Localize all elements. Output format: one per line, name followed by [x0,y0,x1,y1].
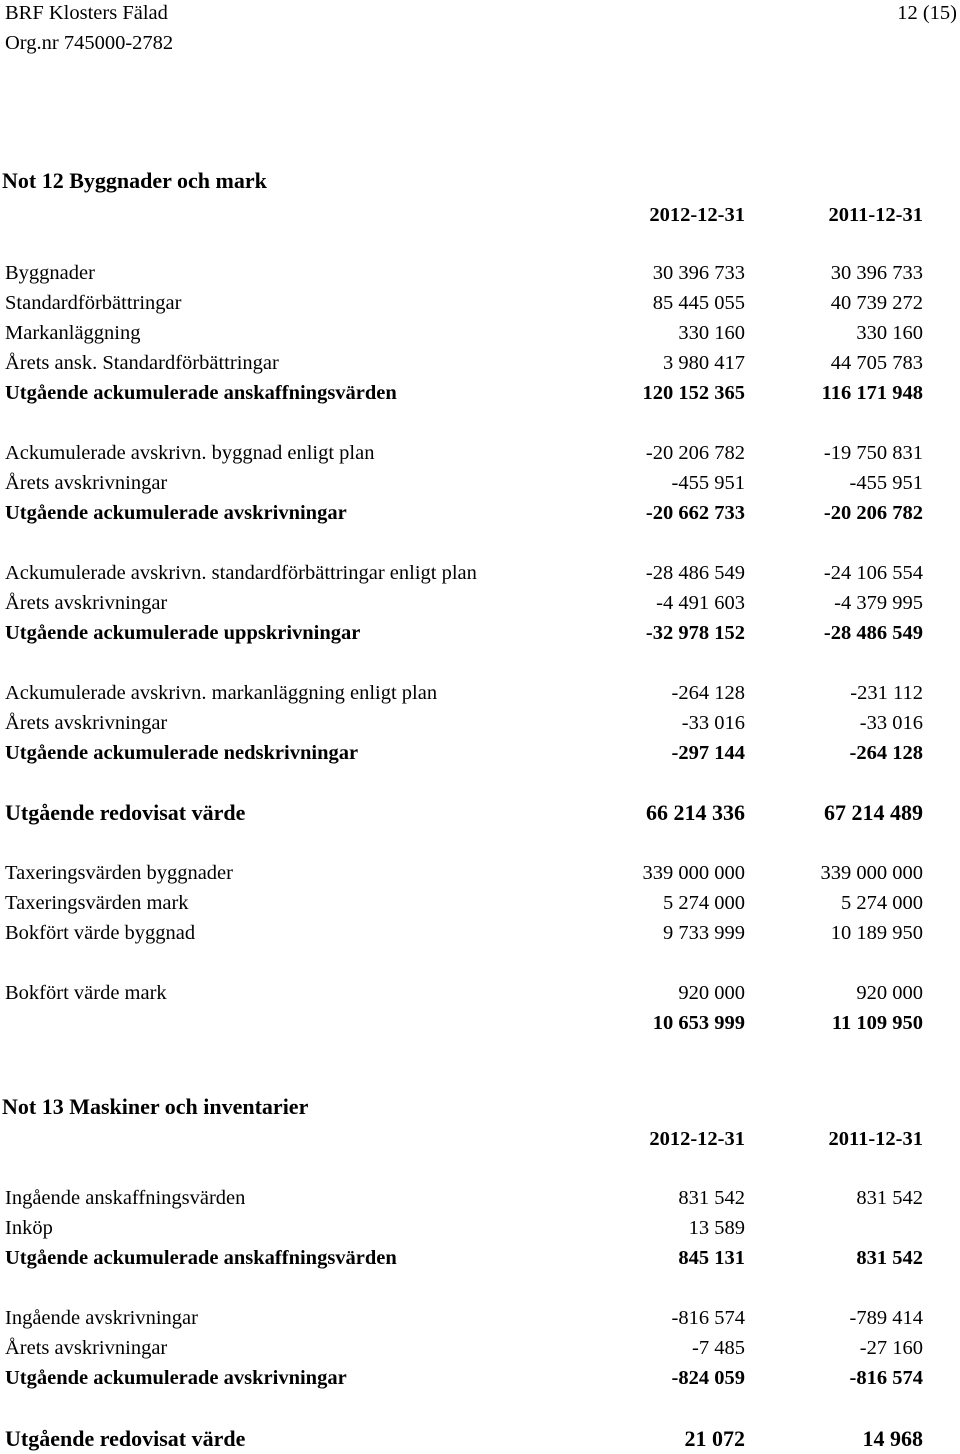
org-number: Org.nr 745000-2782 [5,32,174,54]
row-value-2012: 5 274 000 [663,892,745,914]
row-value-2011: -231 112 [850,682,923,704]
row-label: Bokfört värde mark [5,982,167,1004]
row-value-2011: 330 160 [856,322,923,344]
note12-row [5,288,923,318]
row-value-2011: 339 000 000 [820,862,923,884]
note13-col1-header: 2012-12-31 [649,1128,745,1150]
note13-row [5,1333,923,1363]
row-value-2011: -27 160 [859,1337,923,1359]
row-value-2011: 67 214 489 [824,800,923,825]
row-value-2012: 339 000 000 [642,862,745,884]
row-value-2011: -264 128 [849,742,923,764]
row-label: Markanläggning [5,322,141,344]
note13-title: Not 13 Maskiner och inventarier [2,1094,309,1119]
note12-row [5,468,923,498]
row-label: Ackumulerade avskrivn. markanläggning enligt plan [5,682,438,704]
row-label: Byggnader [5,262,95,284]
row-value-2011: -789 414 [849,1307,923,1329]
row-value-2011: -28 486 549 [823,622,923,644]
row-value-2012: -4 491 603 [656,592,745,614]
note12-subtotal-row [5,738,923,768]
row-value-2011: 44 705 783 [830,352,923,374]
row-value-2012: 10 653 999 [652,1012,745,1034]
row-value-2011: 831 542 [856,1187,923,1209]
row-label: Ingående avskrivningar [5,1307,198,1329]
org-name: BRF Klosters Fälad [5,2,168,24]
row-label: Taxeringsvärden byggnader [5,862,233,884]
note13-column-headers [5,1124,923,1154]
note12-row [5,678,923,708]
row-label: Utgående redovisat värde [5,1426,246,1451]
row-label: Utgående redovisat värde [5,800,246,825]
row-label: Standardförbättringar [5,292,182,314]
note13-col2-header: 2011-12-31 [828,1128,923,1150]
note12-title: Not 12 Byggnader och mark [2,168,267,193]
row-value-2011: -816 574 [849,1367,923,1389]
note12-subtotal-row [5,498,923,528]
row-value-2011: 920 000 [856,982,923,1004]
row-label: Årets avskrivningar [5,592,168,614]
row-value-2011: -455 951 [849,472,923,494]
note12-col2-header: 2011-12-31 [828,204,923,226]
row-value-2012: -28 486 549 [645,562,745,584]
row-value-2012: 9 733 999 [663,922,745,944]
row-value-2011: 116 171 948 [821,382,923,404]
row-value-2012: -264 128 [671,682,745,704]
note12-column-headers [5,200,923,230]
row-label: Årets avskrivningar [5,472,168,494]
row-value-2012: -7 485 [692,1337,745,1359]
row-value-2011: 30 396 733 [830,262,923,284]
note12-row [5,348,923,378]
row-label: Utgående ackumulerade uppskrivningar [5,622,361,644]
note13-row [5,1183,923,1213]
note13-subtotal-row [5,1363,923,1393]
row-value-2012: -20 662 733 [645,502,745,524]
row-label: Årets avskrivningar [5,712,168,734]
note12-col1-header: 2012-12-31 [649,204,745,226]
row-label: Ackumulerade avskrivn. standardförbättringar enligt plan [5,562,477,584]
note13-row [5,1213,923,1243]
note13-total-row [5,1424,923,1454]
note12-book-value-total-row [5,1008,923,1038]
row-value-2011: -24 106 554 [823,562,923,584]
row-label: Bokfört värde byggnad [5,922,196,944]
page-number: 12 (15) [897,2,957,24]
row-value-2012: 13 589 [688,1217,745,1239]
row-value-2011: -33 016 [859,712,923,734]
row-label: Taxeringsvärden mark [5,892,189,914]
note12-row [5,438,923,468]
row-value-2011: 10 189 950 [830,922,923,944]
row-label: Inköp [5,1217,53,1239]
row-value-2012: -455 951 [671,472,745,494]
row-label: Utgående ackumulerade avskrivningar [5,1367,347,1389]
note13-subtotal-row [5,1243,923,1273]
row-label: Utgående ackumulerade nedskrivningar [5,742,359,764]
row-value-2011: -20 206 782 [823,502,923,524]
note12-row [5,588,923,618]
note12-row [5,978,923,1008]
note12-row [5,918,923,948]
note12-total-row [5,798,923,828]
row-label: Ackumulerade avskrivn. byggnad enligt plan [5,442,375,464]
row-label: Utgående ackumulerade anskaffningsvärden [5,382,397,404]
row-value-2011: 11 109 950 [831,1012,923,1034]
row-value-2012: 831 542 [678,1187,745,1209]
row-value-2012: -824 059 [671,1367,745,1389]
row-value-2012: 120 152 365 [642,382,745,404]
note12-row [5,558,923,588]
row-value-2011: 14 968 [862,1426,923,1451]
row-value-2011: -19 750 831 [823,442,923,464]
row-value-2012: 3 980 417 [663,352,745,374]
row-value-2012: -33 016 [681,712,745,734]
note12-row [5,708,923,738]
row-value-2012: 920 000 [678,982,745,1004]
row-value-2012: 21 072 [684,1426,745,1451]
note13-row [5,1303,923,1333]
note12-subtotal-row [5,618,923,648]
row-value-2011: -4 379 995 [834,592,923,614]
row-label: Ingående anskaffningsvärden [5,1187,246,1209]
row-value-2012: 845 131 [678,1247,745,1269]
note12-row [5,858,923,888]
row-value-2012: -297 144 [671,742,745,764]
row-value-2011: 40 739 272 [830,292,923,314]
note12-row [5,888,923,918]
row-value-2012: -816 574 [671,1307,745,1329]
row-value-2012: 85 445 055 [652,292,745,314]
row-label: Utgående ackumulerade avskrivningar [5,502,347,524]
row-value-2012: 66 214 336 [646,800,745,825]
row-value-2011: 5 274 000 [841,892,923,914]
note12-row [5,258,923,288]
row-value-2011: 831 542 [856,1247,923,1269]
row-label: Utgående ackumulerade anskaffningsvärden [5,1247,397,1269]
row-value-2012: 330 160 [678,322,745,344]
row-label: Årets avskrivningar [5,1337,168,1359]
note12-row [5,318,923,348]
row-label: Årets ansk. Standardförbättringar [5,352,279,374]
row-value-2012: -20 206 782 [645,442,745,464]
note12-subtotal-row [5,378,923,408]
row-value-2012: -32 978 152 [645,622,745,644]
row-value-2012: 30 396 733 [652,262,745,284]
